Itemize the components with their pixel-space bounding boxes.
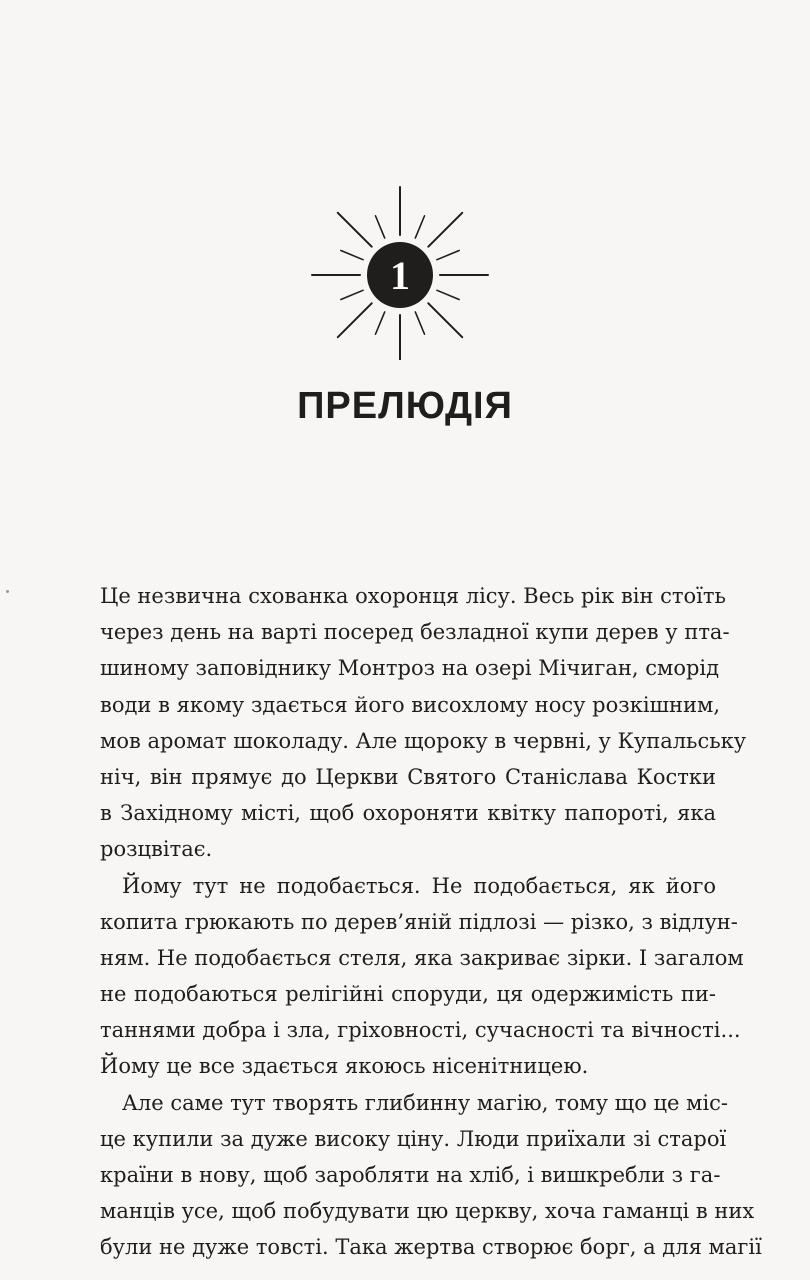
body-text bbox=[100, 578, 762, 1266]
text-line: ням. Не подобається стеля, яка закриває зірки. І загалом bbox=[100, 945, 744, 970]
text-line: шиному заповіднику Монтроз на озері Мічиган, сморід bbox=[100, 656, 720, 681]
sun-ray bbox=[428, 303, 462, 337]
text-line: не подобаються релігійні споруди, ця одержимість пи- bbox=[100, 982, 716, 1007]
sun-icon bbox=[305, 185, 495, 360]
sun-ray bbox=[376, 216, 385, 238]
page-speck bbox=[6, 590, 9, 593]
text-line: води в якому здається його висохлому носу розкішним, bbox=[100, 692, 721, 717]
sun-ray bbox=[437, 290, 459, 299]
sun-ray bbox=[338, 303, 372, 337]
chapter-number: 1 bbox=[390, 253, 410, 298]
text-line: манців усе, щоб побудувати цю церкву, хоча гаманці в них bbox=[100, 1199, 755, 1224]
text-line: через день на варті посеред безладної купи дерев у пта- bbox=[100, 620, 730, 645]
sun-ray bbox=[415, 312, 424, 334]
text-line: Це незвична схованка охоронця лісу. Весь рік він стоїть bbox=[100, 584, 726, 608]
chapter-title: ПРЕЛЮДІЯ bbox=[297, 385, 513, 427]
sun-ray bbox=[341, 251, 363, 260]
sun-ray bbox=[341, 290, 363, 299]
sun-ray bbox=[437, 251, 459, 260]
text-line: в Західному місті, щоб охороняти квітку папороті, яка bbox=[100, 801, 716, 826]
text-line: країни в нову, щоб заробляти на хліб, і вишкребли з га- bbox=[100, 1163, 721, 1187]
sun-ray bbox=[415, 216, 424, 238]
text-line: таннями добра і зла, гріховності, сучасності та вічності... bbox=[100, 1018, 741, 1043]
text-line: копита грюкають по дерев’яній підлозі — різко, з відлун- bbox=[100, 909, 738, 934]
text-line: були не дуже товсті. Така жертва створює борг, а для магії bbox=[100, 1235, 762, 1260]
text-line: Йому тут не подобається. Не подобається, як його bbox=[122, 873, 716, 898]
sun-ray bbox=[376, 312, 385, 334]
text-line: Але саме тут творять глибинну магію, тому що це міс- bbox=[122, 1090, 729, 1115]
text-line: це купили за дуже високу ціну. Люди приїхали зі старої bbox=[100, 1126, 727, 1151]
text-line: розцвітає. bbox=[100, 837, 213, 862]
text-line: мов аромат шоколаду. Але щороку в червні, у Купальську bbox=[100, 728, 747, 753]
sun-ray bbox=[338, 213, 372, 247]
text-line: ніч, він прямує до Церкви Святого Станіслава Костки bbox=[100, 764, 716, 789]
sun-ray bbox=[428, 213, 462, 247]
sun-emblem bbox=[305, 185, 495, 360]
text-line: Йому це все здається якоюсь нісенітницею. bbox=[100, 1054, 589, 1079]
